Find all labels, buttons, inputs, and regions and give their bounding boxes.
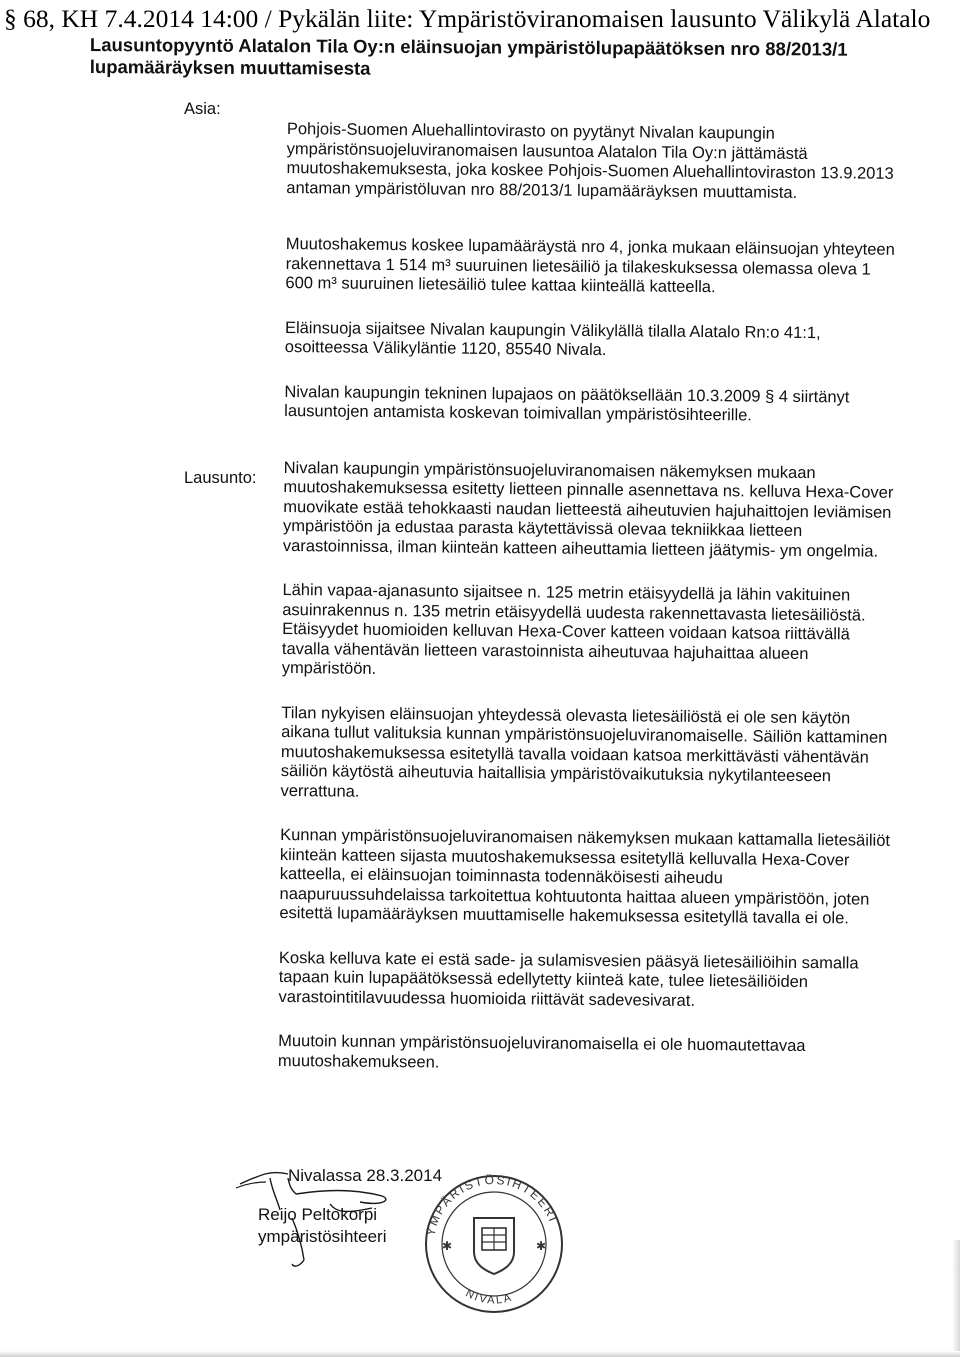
paragraph-statement-complaints: Tilan nykyisen eläinsuojan yhteydessä olevasta lietesäiliöstä ei ole sen käytön aikana tullut valituksia kunnan ympäristönsuojeluviranomaiselle. Säiliön kattaminen muutoshakemuksessa esitetyllä tavalla voidaan katsoa merkittävästi vähentävän säiliön käytöstä aiheutuvia haitallisia ympäristövaikutuksia nykytilanteeseen verrattuna. xyxy=(280,703,888,801)
star-icon: ✱ xyxy=(536,1239,547,1253)
paragraph-statement-rainwater: Koska kelluva kate ei estä sade- ja sulamisvesien pääsyä lietesäiliöihin samalla tapaan kuin lupapäätöksessä edellytetty kiinteä kate, tulee lietesäiliöiden varastointitilavuudessa huomioida riittävät sadevesivarat. xyxy=(278,948,859,1010)
paragraph-authority: Nivalan kaupungin tekninen lupajaos on päätöksellään 10.3.2009 § 4 siirtänyt lausuntojen antamista koskevan toimivallan ympäristösihteerille. xyxy=(284,382,850,425)
signature-title: ympäristösihteeri xyxy=(258,1227,387,1246)
paragraph-statement-cover: Nivalan kaupungin ympäristönsuojeluviranomaisen näkemyksen mukaan muutoshakemuksessa esitetty lietteen pinnalle asennettava ns. kelluva Hexa-Cover muovikate estää tehokkaasti naudan lietteestä aiheutuvien hajuhaittojen leviämisen ympäristöön ja edustaa parasta käytettävissä olevaa tekniikkaa lietteen varastoinnissa, ilman kiinteän katteen aiheuttamia lietteen jäätymis- ym ongelmia. xyxy=(282,458,894,561)
signature-place-date: Nivalassa 28.3.2014 xyxy=(288,1166,443,1185)
document-subject xyxy=(90,34,920,83)
paragraph-statement-distance: Lähin vapaa-ajanasunto sijaitsee n. 125 metrin etäisyydellä ja lähin vakituinen asuinrakennus n. 135 metrin etäisyydellä uudesta rakennettavasta lietesäiliöstä. Etäisyydet huomioiden kelluvan Hexa-Cover katteen voidaan katsoa riittävällä tavalla vähentävän lietteen varastoinnista aiheutuvaa hajuhaittaa alueen ympäristöön. xyxy=(281,580,866,678)
subject-line-1: Lausuntopyyntö Alatalon Tila Oy:n eläinsuojan ympäristölupapäätöksen nro 88/2013/1 xyxy=(89,34,848,60)
scan-edge xyxy=(0,1351,960,1357)
official-stamp xyxy=(412,1166,577,1316)
coat-of-arms-icon xyxy=(474,1218,514,1274)
paragraph-application: Muutoshakemus koskee lupamääräystä nro 4, jonka mukaan eläinsuojan yhteyteen rakennettava 1 514 m³ suuruinen lietesäiliö ja tilakeskuksessa olemassa oleva 1 600 m³ suuruinen lietesäiliö tulee kattaa kiinteällä katteella. xyxy=(285,234,895,297)
signature-name: Reijo Peltokorpi xyxy=(258,1205,378,1224)
scan-edge xyxy=(952,1240,960,1357)
document-header: § 68, KH 7.4.2014 14:00 / Pykälän liite: Ympäristöviranomaisen lausunto Välikylä Alatalo xyxy=(4,4,931,33)
svg-text:NIVALA: NIVALA xyxy=(463,1287,515,1307)
paragraph-location: Eläinsuoja sijaitsee Nivalan kaupungin Välikylällä tilalla Alatalo Rn:o 41:1, osoitteessa Välikyläntie 1120, 85540 Nivala. xyxy=(284,318,821,360)
label-lausunto: Lausunto: xyxy=(184,469,257,487)
subject-line-2: lupamääräyksen muuttamisesta xyxy=(89,55,371,79)
paragraph-statement-conclusion: Kunnan ympäristönsuojeluviranomaisen näkemyksen mukaan kattamalla lietesäiliöt kiinteän katteen sijasta muutoshakemuksessa esitetyllä kelluvalla Hexa-Cover katteella, ei eläinsuojan toiminnasta todennäköisesti aiheudu naapuruussuhdelaissa tarkoitettua kohtuutonta haittaa alueen ympäristöön, joten esitettä lupamääräyksen muuttamiselle hakemuksessa esitetyllä tavalla ei ole. xyxy=(279,825,891,928)
document-body xyxy=(278,120,897,1102)
label-asia: Asia: xyxy=(184,100,221,118)
svg-text:YMPÄRISTÖSIHTEERI: YMPÄRISTÖSIHTEERI xyxy=(423,1172,561,1238)
star-icon: ✱ xyxy=(442,1239,453,1253)
paragraph-request: Pohjois-Suomen Aluehallintovirasto on pyytänyt Nivalan kaupungin ympäristönsuojeluviranomaisen lausuntoa Alatalon Tila Oy:n jättämästä muutoshakemuksesta, joka koskee Pohjois-Suomen Aluehallintoviraston 13.9.2013 antaman ympäristöluvan nro 88/2013/1 lupamääräyksen muuttamista. xyxy=(286,120,894,202)
paragraph-statement-final: Muutoin kunnan ympäristönsuojeluviranomaisella ei ole huomautettavaa muutoshakemukseen. xyxy=(277,1031,806,1072)
